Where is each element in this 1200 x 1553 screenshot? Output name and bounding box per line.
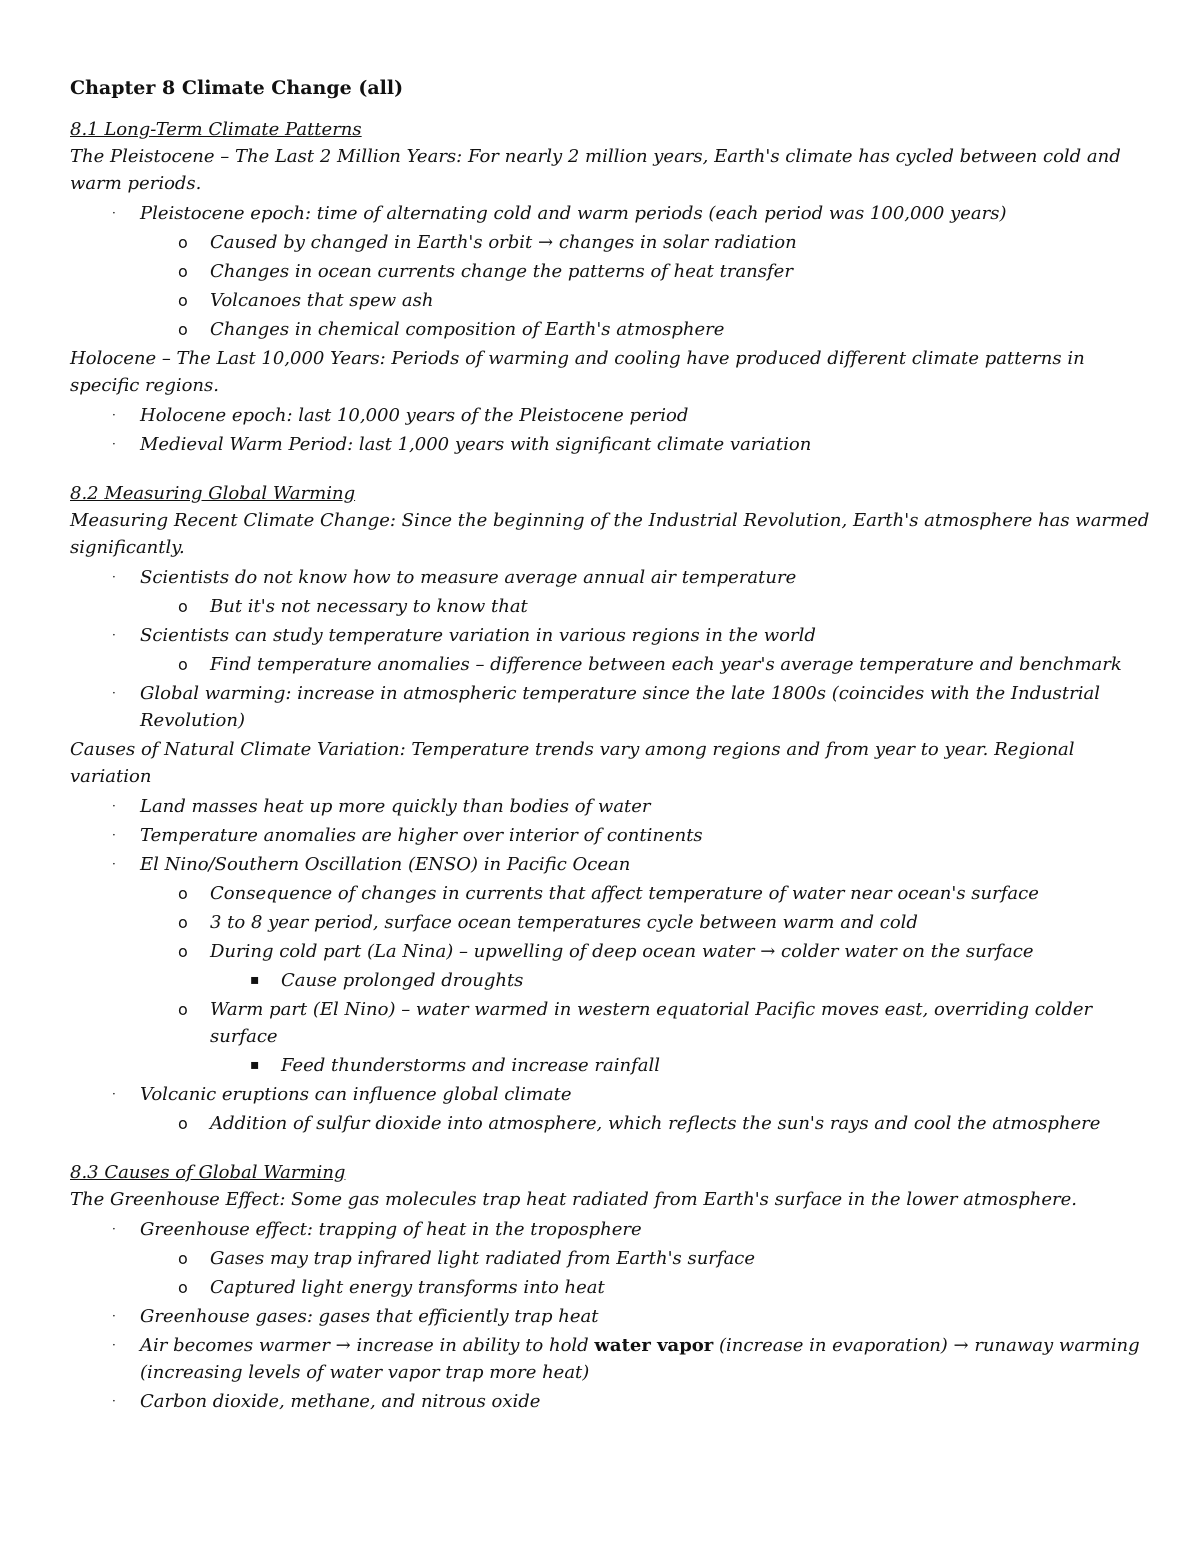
bullet-item <box>70 622 1150 649</box>
text-run: (increase in evaporation) → runaway warming (increasing levels of water vapor trap more heat) <box>140 1335 1140 1383</box>
bullet-circle-icon: o <box>178 233 188 252</box>
bullet-item <box>70 402 1150 429</box>
bullet-item <box>70 1216 1150 1243</box>
item-text: Global warming: increase in atmospheric temperature since the late 1800s (coincides with the Industrial Revolution) <box>140 683 1101 731</box>
bullet-circle-icon: o <box>178 1249 188 1268</box>
bullet-item <box>70 793 1150 820</box>
bullet-circle-icon: o <box>178 262 188 281</box>
bullet-dot-icon: · <box>112 1309 116 1323</box>
bullet-dot-icon: · <box>112 1087 116 1101</box>
item-text: Volcanic eruptions can influence global climate <box>140 1084 572 1105</box>
sub-bullet-item <box>70 316 1150 343</box>
topic-paragraph: Holocene – The Last 10,000 Years: Periods of warming and cooling have produced different climate patterns in specific regions. <box>70 348 1085 396</box>
bullet-square-icon: ▪ <box>250 1057 260 1073</box>
sub-bullet-item <box>70 258 1150 285</box>
item-text: Consequence of changes in currents that affect temperature of water near ocean's surface <box>210 883 1039 904</box>
bullet-item <box>70 1388 1150 1415</box>
section-2 <box>70 480 1150 1137</box>
bullet-dot-icon: · <box>112 1222 116 1236</box>
item-text: Changes in ocean currents change the patterns of heat transfer <box>210 261 793 282</box>
item-text: Changes in chemical composition of Earth's atmosphere <box>210 319 725 340</box>
bullet-circle-icon: o <box>178 291 188 310</box>
bullet-dot-icon: · <box>112 437 116 451</box>
text-run: Air becomes warmer → increase in ability to hold <box>140 1335 595 1356</box>
bold-term: water vapor <box>594 1335 714 1356</box>
section-3 <box>70 1159 1150 1415</box>
bullet-circle-icon: o <box>178 884 188 903</box>
sub-bullet-item <box>70 938 1150 965</box>
document-page <box>70 74 1150 1437</box>
item-text: Gases may trap infrared light radiated from Earth's surface <box>210 1248 756 1269</box>
bullet-list <box>70 200 1150 343</box>
bullet-square-icon: ▪ <box>250 972 260 988</box>
bullet-circle-icon: o <box>178 942 188 961</box>
item-text: Holocene epoch: last 10,000 years of the Pleistocene period <box>140 405 689 426</box>
document-body <box>70 116 1150 1415</box>
bullet-dot-icon: · <box>112 408 116 422</box>
item-text: Cause prolonged droughts <box>281 970 524 991</box>
item-text: Find temperature anomalies – difference between each year's average temperature and benchmark <box>210 654 1122 675</box>
section-heading: 8.1 Long-Term Climate Patterns <box>70 119 362 140</box>
bullet-circle-icon: o <box>178 1278 188 1297</box>
item-text: Medieval Warm Period: last 1,000 years with significant climate variation <box>140 434 812 455</box>
sub-sub-bullet-item <box>70 967 1150 994</box>
section-1 <box>70 116 1150 458</box>
bullet-circle-icon: o <box>178 597 188 616</box>
section-heading: 8.3 Causes of Global Warming <box>70 1162 346 1183</box>
bullet-circle-icon: o <box>178 1114 188 1133</box>
bullet-item <box>70 1303 1150 1330</box>
item-text: During cold part (La Nina) – upwelling of deep ocean water → colder water on the surface <box>210 941 1034 962</box>
item-text: Greenhouse effect: trapping of heat in the troposphere <box>140 1219 642 1240</box>
item-text: Scientists do not know how to measure average annual air temperature <box>140 567 797 588</box>
bullet-circle-icon: o <box>178 655 188 674</box>
sub-bullet-item <box>70 593 1150 620</box>
bullet-item <box>70 851 1150 878</box>
bullet-list <box>70 564 1150 734</box>
document-title: Chapter 8 Climate Change (all) <box>70 77 404 99</box>
sub-bullet-item <box>70 996 1150 1050</box>
bullet-item <box>70 1081 1150 1108</box>
section-heading: 8.2 Measuring Global Warming <box>70 483 356 504</box>
bullet-dot-icon: · <box>112 570 116 584</box>
bullet-item <box>70 564 1150 591</box>
bullet-item <box>70 431 1150 458</box>
bullet-dot-icon: · <box>112 686 116 700</box>
item-text: Temperature anomalies are higher over interior of continents <box>140 825 703 846</box>
sub-bullet-item <box>70 1245 1150 1272</box>
sub-bullet-item <box>70 287 1150 314</box>
item-text: 3 to 8 year period, surface ocean temperatures cycle between warm and cold <box>210 912 918 933</box>
item-text: But it's not necessary to know that <box>210 596 528 617</box>
item-text: Pleistocene epoch: time of alternating cold and warm periods (each period was 100,000 years) <box>140 203 1007 224</box>
bullet-dot-icon: · <box>112 1338 116 1352</box>
item-text: Land masses heat up more quickly than bodies of water <box>140 796 651 817</box>
sub-bullet-item <box>70 909 1150 936</box>
topic-paragraph: The Pleistocene – The Last 2 Million Years: For nearly 2 million years, Earth's climate has cycled between cold and warm periods. <box>70 146 1121 194</box>
bullet-dot-icon: · <box>112 799 116 813</box>
item-text: Greenhouse gases: gases that efficiently trap heat <box>140 1306 599 1327</box>
item-text: Captured light energy transforms into heat <box>210 1277 605 1298</box>
item-text: Caused by changed in Earth's orbit → changes in solar radiation <box>210 232 797 253</box>
sub-bullet-item <box>70 1274 1150 1301</box>
item-text: Carbon dioxide, methane, and nitrous oxide <box>140 1391 541 1412</box>
bullet-dot-icon: · <box>112 828 116 842</box>
topic-paragraph: Causes of Natural Climate Variation: Temperature trends vary among regions and from year to year. Regional variation <box>70 739 1075 787</box>
bullet-circle-icon: o <box>178 320 188 339</box>
topic-paragraph: Measuring Recent Climate Change: Since the beginning of the Industrial Revolution, Earth's atmosphere has warmed significantly. <box>70 510 1150 558</box>
sub-bullet-item <box>70 1110 1150 1137</box>
item-text: El Nino/Southern Oscillation (ENSO) in Pacific Ocean <box>140 854 631 875</box>
bullet-list <box>70 1216 1150 1415</box>
bullet-dot-icon: · <box>112 206 116 220</box>
bullet-list <box>70 402 1150 458</box>
item-text: Warm part (El Nino) – water warmed in western equatorial Pacific moves east, overriding colder surface <box>210 999 1093 1047</box>
bullet-dot-icon: · <box>112 857 116 871</box>
item-text: Addition of sulfur dioxide into atmosphere, which reflects the sun's rays and cool the atmosphere <box>210 1113 1101 1134</box>
bullet-dot-icon: · <box>112 628 116 642</box>
item-text: Scientists can study temperature variation in various regions in the world <box>140 625 816 646</box>
bullet-item <box>70 200 1150 227</box>
item-text: Feed thunderstorms and increase rainfall <box>281 1055 660 1076</box>
sub-sub-bullet-item <box>70 1052 1150 1079</box>
bullet-circle-icon: o <box>178 913 188 932</box>
sub-bullet-item <box>70 229 1150 256</box>
item-text: Volcanoes that spew ash <box>210 290 434 311</box>
bullet-dot-icon: · <box>112 1394 116 1408</box>
sub-bullet-item <box>70 651 1150 678</box>
bullet-item <box>70 1332 1150 1386</box>
bullet-item <box>70 680 1150 734</box>
topic-paragraph: The Greenhouse Effect: Some gas molecules trap heat radiated from Earth's surface in the lower atmosphere. <box>70 1189 1078 1210</box>
bullet-circle-icon: o <box>178 1000 188 1019</box>
bullet-list <box>70 793 1150 1137</box>
bullet-item <box>70 822 1150 849</box>
sub-bullet-item <box>70 880 1150 907</box>
